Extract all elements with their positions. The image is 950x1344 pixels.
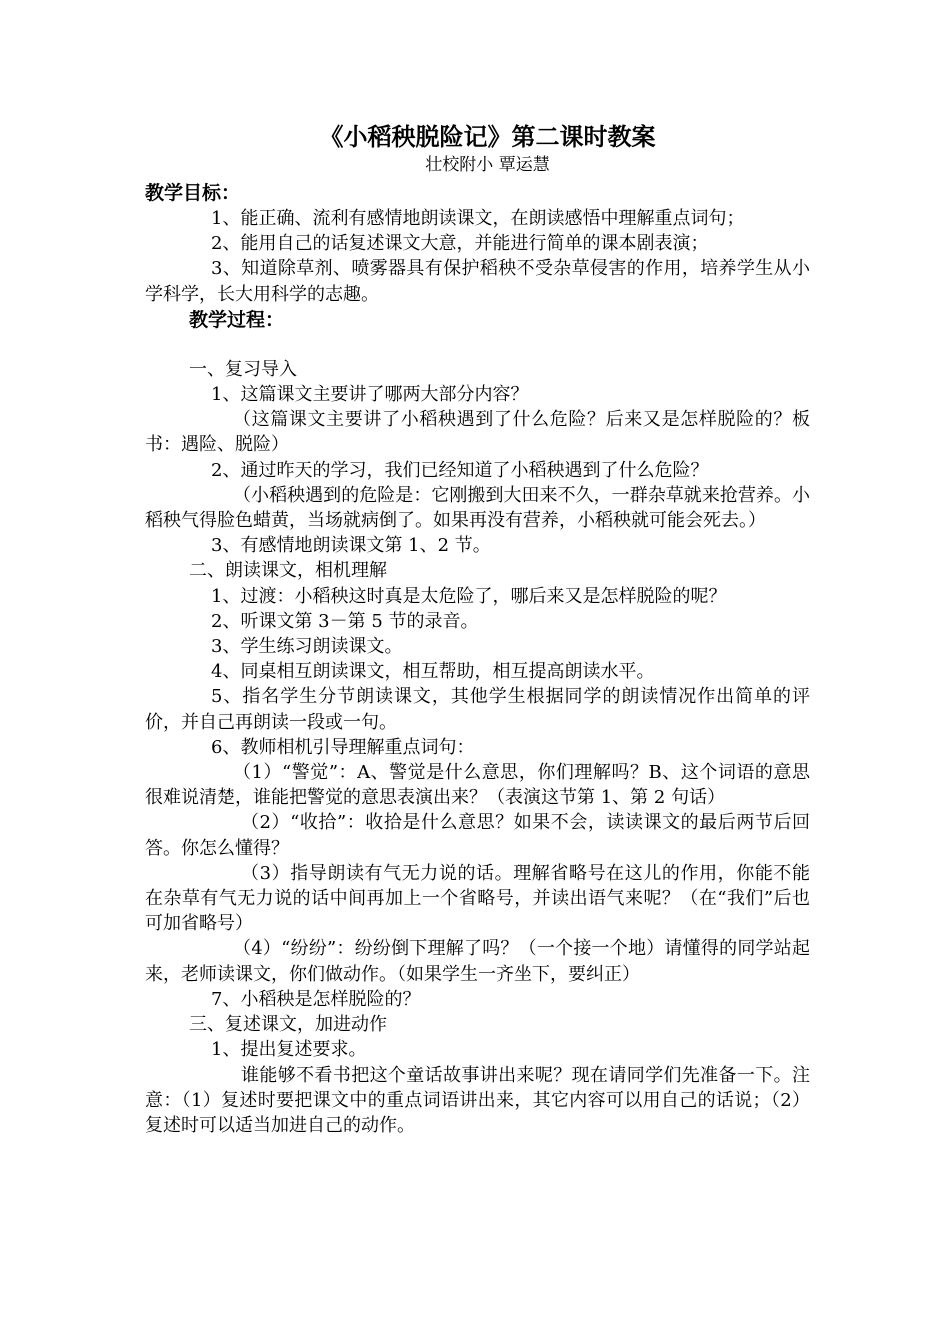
word-item: （3）指导朗读有气无力说的话。理解省略号在这儿的作用，你能不能在杂草有气无力说的话中间再加上一个省略号，并读出语气来呢？（在“我们”后也可加省略号） bbox=[145, 862, 810, 935]
step-item: 1、这篇课文主要讲了哪两大部分内容？ bbox=[211, 384, 529, 406]
step-item: 4、同桌相互朗读课文，相互帮助，相互提高朗读水平。 bbox=[211, 661, 655, 683]
step-item: 7、小稻秧是怎样脱险的？ bbox=[211, 988, 421, 1010]
step-answer: （小稻秧遇到的危险是：它刚搬到大田来不久，一群杂草就来抢营养。小稻秧气得脸色蜡黄，当场就病倒了。如果再没有营养，小稻秧就可能会死去。） bbox=[145, 484, 810, 532]
spacer bbox=[145, 333, 810, 357]
section-title: 一、复习导入 bbox=[189, 358, 297, 380]
section-title: 二、朗读课文，相机理解 bbox=[189, 560, 387, 582]
goal-item: 2、能用自己的话复述课文大意，并能进行简单的课本剧表演； bbox=[211, 233, 709, 255]
section-title: 三、复述课文，加进动作 bbox=[189, 1014, 387, 1036]
document-author: 壮校附小 覃运慧 bbox=[425, 155, 550, 175]
step-item: 2、通过昨天的学习，我们已经知道了小稻秧遇到了什么危险？ bbox=[211, 459, 709, 481]
word-item: （2）“收拾”：收拾是什么意思？如果不会，读读课文的最后两节后回答。你怎么懂得？ bbox=[145, 812, 810, 859]
step-item: 1、过渡：小稻秧这时真是太危险了，哪后来又是怎样脱险的呢？ bbox=[211, 585, 727, 607]
step-item: 5、指名学生分节朗读课文，其他学生根据同学的朗读情况作出简单的评价，并自己再朗读一段或一句。 bbox=[145, 686, 810, 733]
process-heading: 教学过程： bbox=[189, 308, 285, 331]
document-title: 《小稻秧脱险记》第二课时教案 bbox=[319, 122, 656, 151]
step-item: 1、提出复述要求。 bbox=[211, 1039, 367, 1061]
goal-item: 3、知道除草剂、喷雾器具有保护稻秧不受杂草侵害的作用，培养学生从小学科学，长大用科学的志趣。 bbox=[145, 258, 810, 305]
step-item: 6、教师相机引导理解重点词句： bbox=[211, 736, 475, 758]
goals-heading: 教学目标： bbox=[145, 182, 241, 204]
step-answer: （这篇课文主要讲了小稻秧遇到了什么危险？后来又是怎样脱险的？板书：遇险、脱险） bbox=[145, 409, 810, 456]
goal-item: 1、能正确、流利有感情地朗读课文，在朗读感悟中理解重点词句； bbox=[211, 208, 745, 229]
step-item: 3、学生练习朗读课文。 bbox=[211, 636, 403, 658]
word-item: （4）“纷纷”：纷纷倒下理解了吗？（一个接一个地）请懂得的同学站起来，老师读课文，你们做动作。（如果学生一齐坐下，要纠正） bbox=[145, 938, 810, 985]
step-item: 2、听课文第 3－第 5 节的录音。 bbox=[211, 610, 479, 632]
document-body bbox=[145, 120, 810, 1138]
step-text: 谁能够不看书把这个童话故事讲出来呢？现在请同学们先准备一下。注意：（1）复述时要把课文中的重点词语讲出来，其它内容可以用自己的话说；（2）复述时可以适当加进自己的动作。 bbox=[145, 1064, 810, 1136]
word-item: （1）“警觉”：A、警觉是什么意思，你们理解吗？B、这个词语的意思很难说清楚，谁能把警觉的意思表演出来？（表演这节第 1、第 2 句话） bbox=[145, 762, 810, 809]
step-item: 3、有感情地朗读课文第 1、2 节。 bbox=[211, 535, 491, 557]
